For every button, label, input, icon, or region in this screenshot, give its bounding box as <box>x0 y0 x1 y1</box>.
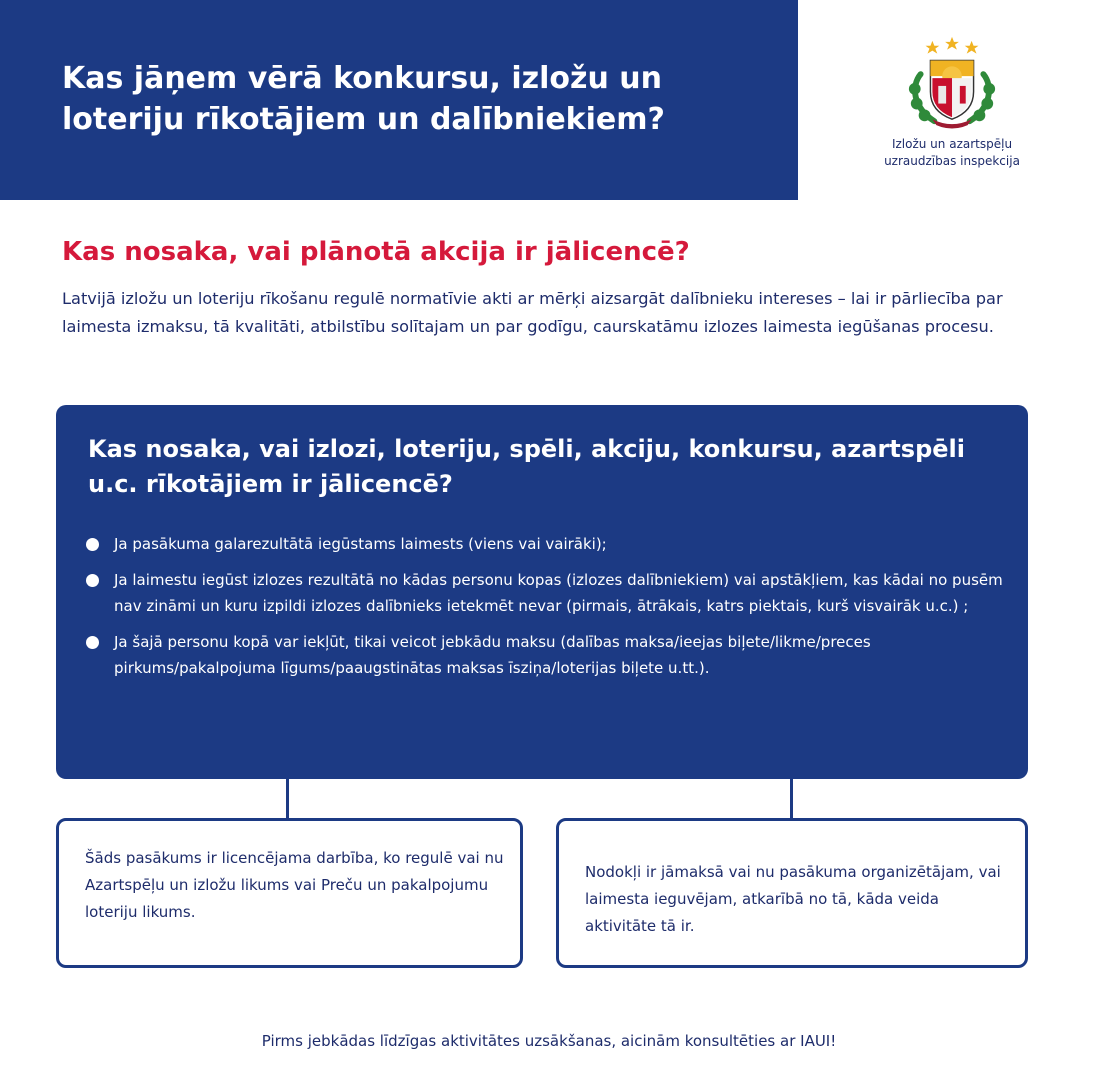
criteria-item <box>84 531 1004 557</box>
connector-left <box>286 779 289 819</box>
connector-right <box>790 779 793 819</box>
licensing-card-text: Šāds pasākums ir licencējama darbība, ko regulē vai nu Azartspēļu un izložu likums vai Preču un pakalpojumu loteriju likums. <box>85 849 504 921</box>
bullet-dot-icon <box>86 636 99 649</box>
logo-caption <box>862 136 1042 170</box>
bullet-dot-icon <box>86 538 99 551</box>
criteria-heading: Kas nosaka, vai izlozi, loteriju, spēli, akciju, konkursu, azartspēli u.c. rīkotājiem ir jālicencē? <box>88 435 965 498</box>
licensing-card <box>56 818 523 968</box>
footer-note: Pirms jebkādas līdzīgas aktivitātes uzsākšanas, aicinām konsultēties ar IAUI! <box>261 1032 837 1050</box>
criteria-item <box>84 567 1004 619</box>
logo-caption-line1: Izložu un azartspēļu <box>891 137 1013 151</box>
logo-caption-line2: uzraudzības inspekcija <box>884 154 1020 168</box>
bullet-dot-icon <box>86 574 99 587</box>
criteria-item-text: Ja šajā personu kopā var iekļūt, tikai veicot jebkādu maksu (dalības maksa/ieejas biļete/likme/preces pirkums/pakalpojuma līgums/paaugstinātas maksas īsziņa/loterijas biļete u.tt.). <box>114 633 871 677</box>
taxes-card-text: Nodokļi ir jāmaksā vai nu pasākuma organizētājam, vai laimesta ieguvējam, atkarībā no tā, kāda veida aktivitāte tā ir. <box>585 863 1001 935</box>
section-heading: Kas nosaka, vai plānotā akcija ir jālicencē? <box>62 237 690 267</box>
criteria-item-text: Ja laimestu iegūst izlozes rezultātā no kādas personu kopas (izlozes dalībniekiem) vai apstākļiem, kas kādai no pusēm nav zināmi un kuru izpildi izlozes dalībnieks ietekmēt nevar (pirmais, ātrākais, katrs piektais, kurš visvairāk u.c.) ; <box>114 571 1003 615</box>
criteria-list <box>84 531 1004 691</box>
criteria-item <box>84 629 1004 681</box>
criteria-item-text: Ja pasākuma galarezultātā iegūstams laimests (viens vai vairāki); <box>114 535 607 553</box>
intro-paragraph: Latvijā izložu un loteriju rīkošanu regulē normatīvie akti ar mērķi aizsargāt dalībnieku intereses – lai ir pārliecība par laimesta izmaksu, tā kvalitāti, atbilstību solītajam un par godīgu, caurskatāmu izlozes laimesta iegūšanas procesu. <box>62 289 1003 336</box>
taxes-card <box>556 818 1028 968</box>
header-band <box>0 0 798 200</box>
logo <box>862 34 1042 174</box>
page-title: Kas jāņem vērā konkursu, izložu un loteriju rīkotājiem un dalībniekiem? <box>62 61 665 137</box>
criteria-box <box>56 405 1028 779</box>
coat-of-arms-icon <box>903 34 1001 130</box>
